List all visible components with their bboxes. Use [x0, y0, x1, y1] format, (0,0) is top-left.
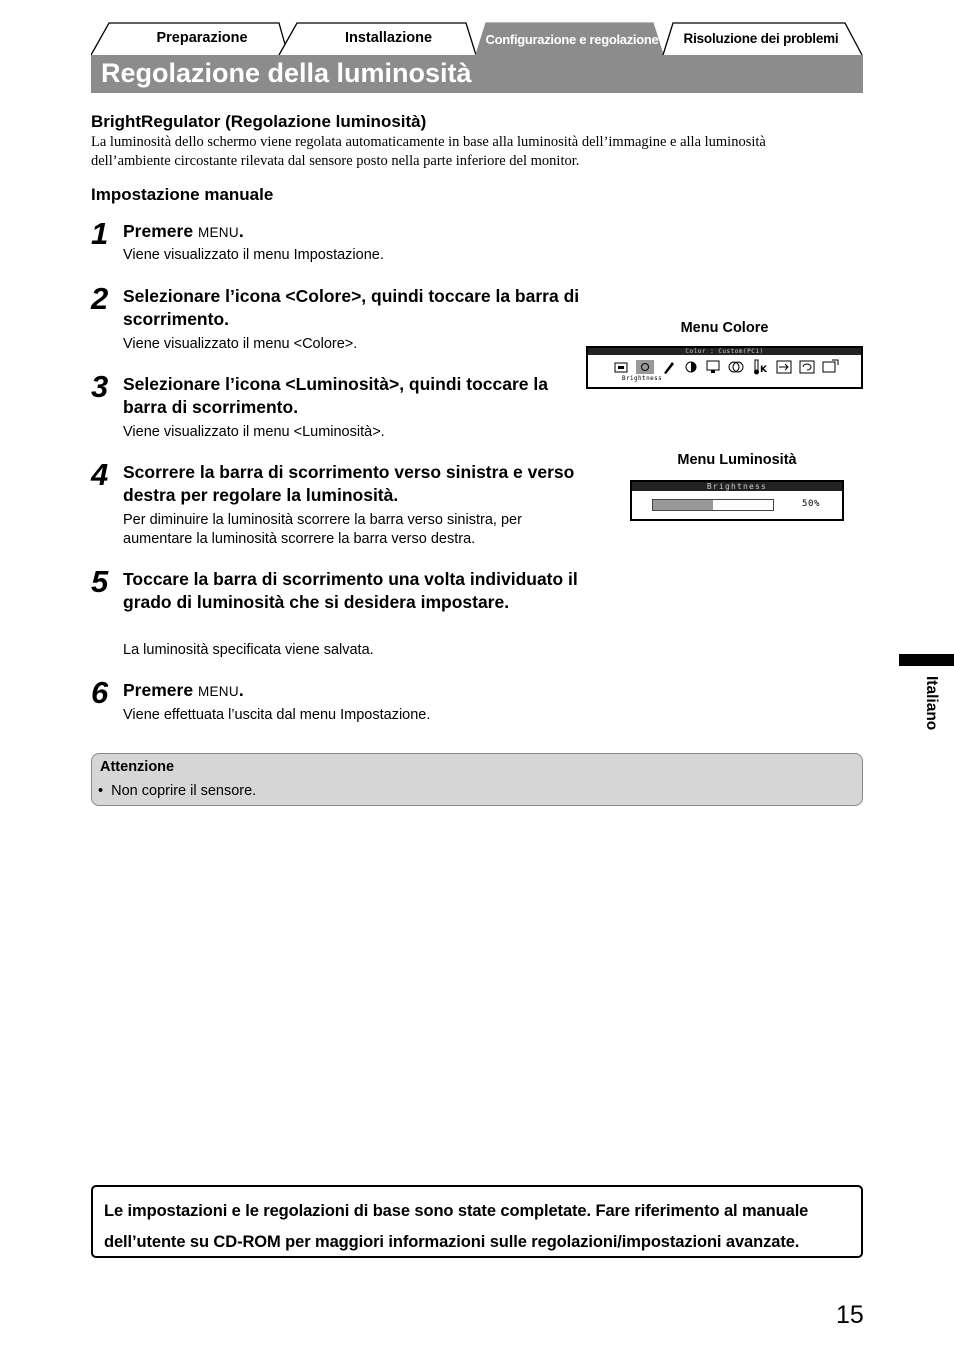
step-description: Per diminuire la luminosità scorrere la barra verso sinistra, per aumentare la luminosità scorrere la barra verso destra. [123, 512, 522, 547]
menu-colore-header: Color : Custom(PC1) [588, 348, 861, 355]
section-heading: BrightRegulator (Regolazione luminosità) [91, 112, 427, 131]
menu-luminosita-screenshot [630, 480, 844, 521]
menu-key: MENU [197, 225, 239, 240]
step-title: Scorrere la barra di scorrimento verso sinistra e verso destra per regolare la luminosità. [123, 462, 575, 505]
arrow-right-icon [777, 361, 791, 373]
menu-colore-caption: Menu Colore [680, 320, 769, 336]
language-tab-bar [899, 654, 954, 666]
contrast-pen-icon [664, 362, 674, 374]
step-number: 4 [91, 457, 109, 492]
brightness-icon [636, 360, 654, 374]
monitor-small-icon [707, 361, 719, 373]
language-label: Italiano [923, 676, 940, 731]
bullet: • [98, 783, 104, 799]
brightness-slider-fill [653, 500, 713, 510]
step-number: 3 [91, 369, 109, 404]
step-description: Viene visualizzato il menu <Luminosità>. [123, 424, 385, 440]
page-title: Regolazione della luminosità [101, 58, 472, 88]
step-description: La luminosità specificata viene salvata. [123, 642, 374, 658]
menu-luminosita-caption: Menu Luminosità [677, 452, 797, 468]
reset-icon [800, 361, 814, 373]
step-description: Viene effettuata l’uscita dal menu Impostazione. [123, 707, 431, 723]
temperature-icon [754, 360, 768, 375]
step-title: Selezionare l’icona <Colore>, quindi toccare la barra di scorrimento. [123, 286, 580, 329]
section-tabs [91, 22, 863, 56]
step-title: Premere MENU. [123, 221, 244, 241]
tab-configurazione[interactable]: Configurazione e regolazione [485, 32, 659, 47]
tab-installazione[interactable]: Installazione [344, 30, 433, 46]
step-number: 1 [91, 216, 109, 251]
step-title: Toccare la barra di scorrimento una volta individuato il grado di luminosità che si desidera impostare. [123, 569, 578, 612]
brightness-slider[interactable] [652, 499, 774, 511]
step-title: Premere MENU. [123, 680, 244, 700]
tab-preparazione[interactable]: Preparazione [156, 30, 248, 46]
manual-heading: Impostazione manuale [91, 185, 274, 204]
step-title-text: Premere [123, 680, 194, 700]
save-icon [823, 360, 838, 372]
attention-item [98, 783, 256, 799]
completion-note-text: Le impostazioni e le regolazioni di base sono state completate. Fare riferimento al manuale dell’utente su CD-ROM per maggiori informazioni sulle regolazioni/impostazioni avanzate. [104, 1202, 809, 1251]
title-bar [91, 55, 863, 93]
step-number: 6 [91, 675, 109, 710]
attention-title: Attenzione [100, 759, 175, 775]
step-description: Viene visualizzato il menu Impostazione. [123, 247, 384, 263]
menu-colore-icons [588, 357, 861, 387]
section-body-line: La luminosità dello schermo viene regolata automaticamente in base alla luminosità dell’immagine e alla luminosità [91, 134, 766, 150]
menu-key: MENU [197, 684, 239, 699]
half-circle-icon [686, 362, 696, 372]
svg-text:K: K [760, 365, 767, 375]
tab-risoluzione[interactable]: Risoluzione dei problemi [683, 31, 839, 46]
attention-note [91, 753, 863, 806]
monitor-icon [615, 363, 627, 372]
step-title: Selezionare l’icona <Luminosità>, quindi toccare la barra di scorrimento. [123, 374, 548, 417]
section-body-line: dell’ambiente circostante rilevata dal sensore posto nella parte inferiore del monitor. [91, 152, 580, 169]
step-number: 2 [91, 281, 109, 316]
attention-item-text: Non coprire il sensore. [111, 783, 257, 799]
section-body [91, 133, 866, 170]
gamma-icon [729, 362, 743, 372]
menu-colore-screenshot [586, 346, 863, 389]
step-number: 5 [91, 564, 109, 599]
step-description: Viene visualizzato il menu <Colore>. [123, 336, 358, 352]
brightness-value: 50% [802, 499, 821, 509]
completion-note [91, 1185, 863, 1258]
step-title-text: Premere [123, 221, 194, 241]
page-number: 15 [836, 1301, 864, 1329]
menu-colore-selected-label: Brightness [622, 375, 663, 382]
menu-luminosita-header: Brightness [632, 482, 842, 491]
